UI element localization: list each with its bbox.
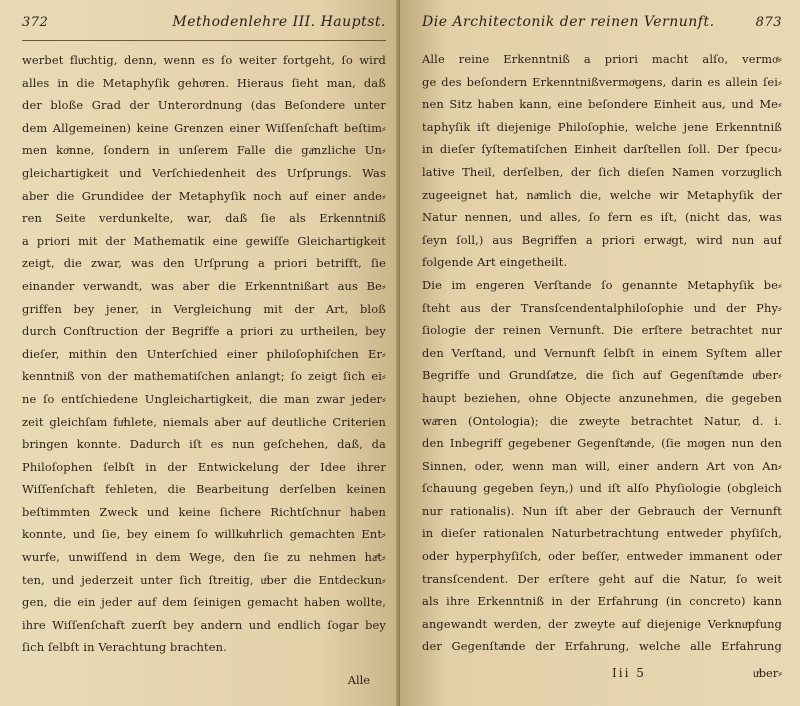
text-line: kenntniß von der mathematiſchen anlangt; ſo zeigt ſich ei⸗ <box>22 369 386 384</box>
text-line: den Inbegriff gegebener Gegenſtaͤnde, (ſie moͤgen nun den <box>422 436 782 451</box>
text-line: werbet fluͤchtig, denn, wenn es ſo weiter fortgeht, ſo wird <box>22 53 386 67</box>
right-page-text <box>422 48 782 658</box>
text-line: gen, die ein jeder auf dem ſeinigen gemacht haben wollte, <box>22 595 386 610</box>
text-line: Die im engeren Verſtande ſo genannte Metaphyſik be⸗ <box>422 277 782 292</box>
text-line: konnte, und ſie, bey einem ſo willkuͤhrlich gemachten Ent⸗ <box>22 527 386 542</box>
text-line: nur rationalis). Nun iſt aber der Gebrauch der Vernunft <box>422 503 782 518</box>
text-line: Sinnen, oder, wenn man will, einer andern Art von An⸗ <box>422 458 782 473</box>
right-running-title: Die Architectonik der reinen Vernunft. <box>422 14 715 30</box>
text-line: lative Theil, derſelben, der ſich dieſen Namen vorzuͤglich <box>422 164 782 179</box>
text-line: men koͤnne, ſondern in unſerem Falle die gaͤnzliche Un⸗ <box>22 143 386 158</box>
text-line: beſtimmten Zweck und keine ſichere Richtſchnur haben <box>22 504 386 519</box>
text-line: aber die Grundidee der Metaphyſik noch auf einer ande⸗ <box>22 188 386 203</box>
text-line: taphyſik iſt diejenige Philoſophie, welche jene Erkenntniß <box>422 119 782 134</box>
text-line: in dieſer ſyſtematiſchen Einheit darſtellen ſoll. Der ſpecu⸗ <box>422 142 782 157</box>
text-line: ihre Wiſſenſchaft zuerſt bey andern und endlich ſogar bey <box>22 617 386 632</box>
text-line: durch Conſtruction der Begriffe a priori zu urtheilen, bey <box>22 324 386 339</box>
text-line: dem Allgemeinen) keine Grenzen einer Wiſſenſchaft beſtim⸗ <box>22 120 386 135</box>
left-running-title: Methodenlehre III. Hauptst. <box>172 14 386 30</box>
text-line: nen Sitz haben kann, eine beſondere Einheit aus, und Me⸗ <box>422 97 782 112</box>
text-line: zeigt, die zwar, was den Urſprung a priori betrifft, ſie <box>22 256 386 271</box>
text-line: transſcendent. Der erſtere geht auf die Natur, ſo weit <box>422 571 782 586</box>
text-line: angewandt werden, der zweyte auf diejenige Verknuͤpfung <box>422 616 782 631</box>
text-line: waͤren (Ontologia); die zweyte betrachtet Natur, d. i. <box>422 413 782 428</box>
text-line: bringen konnte. Dadurch iſt es nun geſchehen, daß, da <box>22 437 386 452</box>
text-line: alles in die Metaphyſik gehoͤren. Hieraus ſieht man, daß <box>22 75 386 90</box>
right-running-head <box>422 14 782 40</box>
text-line: wurfe, unwiſſend in dem Wege, den ſie zu nehmen haͤt⸗ <box>22 550 386 565</box>
text-line: Alle reine Erkenntniß a priori macht alſo, vermoͤ⸗ <box>422 52 782 66</box>
text-line: Philoſophen ſelbſt in der Entwickelung der Idee ihrer <box>22 459 386 474</box>
right-page <box>400 0 800 706</box>
text-line: den Verſtand, und Vernunft ſelbſt in einem Syſtem aller <box>422 345 782 360</box>
left-page-number: 372 <box>22 15 49 30</box>
left-page-text <box>22 49 386 659</box>
text-line: ſich ſelbſt in Verachtung brachten. <box>22 640 227 655</box>
text-line: ſiologie der reinen Vernunft. Die erſtere betrachtet nur <box>422 323 782 338</box>
text-line: Wiſſenſchaft fehleten, die Bearbeitung derſelben keinen <box>22 482 386 497</box>
text-line: zeit gleichſam fuͤhlete, niemals aber auf deutliche Criterien <box>22 414 386 429</box>
text-line: ren Seite verdunkelte, war, daß ſie als Erkenntniß <box>22 211 386 226</box>
text-line: griffen bey jener, in Vergleichung mit der Art, bloß <box>22 301 386 316</box>
right-footer <box>422 666 782 680</box>
text-line: der Gegenſtaͤnde der Erfahrung, welche alle Erfahrung <box>422 639 782 654</box>
right-page-number: 873 <box>755 15 782 30</box>
text-line: in dieſer rationalen Naturbetrachtung entweder phyſiſch, <box>422 526 782 541</box>
text-line: oder hyperphyſiſch, oder beſſer, entweder immanent oder <box>422 549 782 564</box>
text-line: ne ſo entſchiedene Ungleichartigkeit, die man zwar jeder⸗ <box>22 391 386 406</box>
text-line: zugeeignet hat, naͤmlich die, welche wir Metaphyſik der <box>422 187 782 202</box>
text-line: Begriffe und Grundſaͤtze, die ſich auf Gegenſtaͤnde uͤber⸗ <box>422 368 782 383</box>
text-line: folgende Art eingetheilt. <box>422 255 568 270</box>
text-line: ſchauung gegeben ſeyn,) und iſt alſo Phyſiologie (obgleich <box>422 481 782 496</box>
text-line: der bloße Grad der Unterordnung (das Beſondere unter <box>22 98 386 113</box>
text-line: haupt beziehen, ohne Objecte anzunehmen, die gegeben <box>422 390 782 405</box>
text-line: gleichartigkeit und Verſchiedenheit des Urſprungs. Was <box>22 165 386 180</box>
text-line: als ihre Erkenntniß in der Erfahrung (in concreto) kann <box>422 594 782 609</box>
signature-mark: Iii 5 <box>612 666 646 681</box>
catchword: uͤber⸗ <box>753 666 782 681</box>
text-line: Natur nennen, und alles, ſo fern es iſt, (nicht das, was <box>422 210 782 225</box>
text-line: ge des beſondern Erkenntnißvermoͤgens, darin es allein ſei⸗ <box>422 74 782 89</box>
text-line: ſeyn ſoll,) aus Begriffen a priori erwaͤgt, wird nun auf <box>422 232 782 247</box>
text-line: ſteht aus der Transſcendentalphiloſophie und der Phy⸗ <box>422 300 782 315</box>
text-line: dieſer, mithin den Unterſchied einer philoſophiſchen Er⸗ <box>22 346 386 361</box>
text-line: a priori mit der Mathematik eine gewiſſe Gleichartigkeit <box>22 233 386 248</box>
catchword: Alle <box>347 673 370 688</box>
text-line: einander verwandt, was aber die Erkenntnißart aus Be⸗ <box>22 278 386 293</box>
text-line: ten, und jederzeit unter ſich ſtreitig, uͤber die Entdeckun⸗ <box>22 572 386 587</box>
left-running-head <box>22 14 386 41</box>
left-footer <box>22 673 386 687</box>
